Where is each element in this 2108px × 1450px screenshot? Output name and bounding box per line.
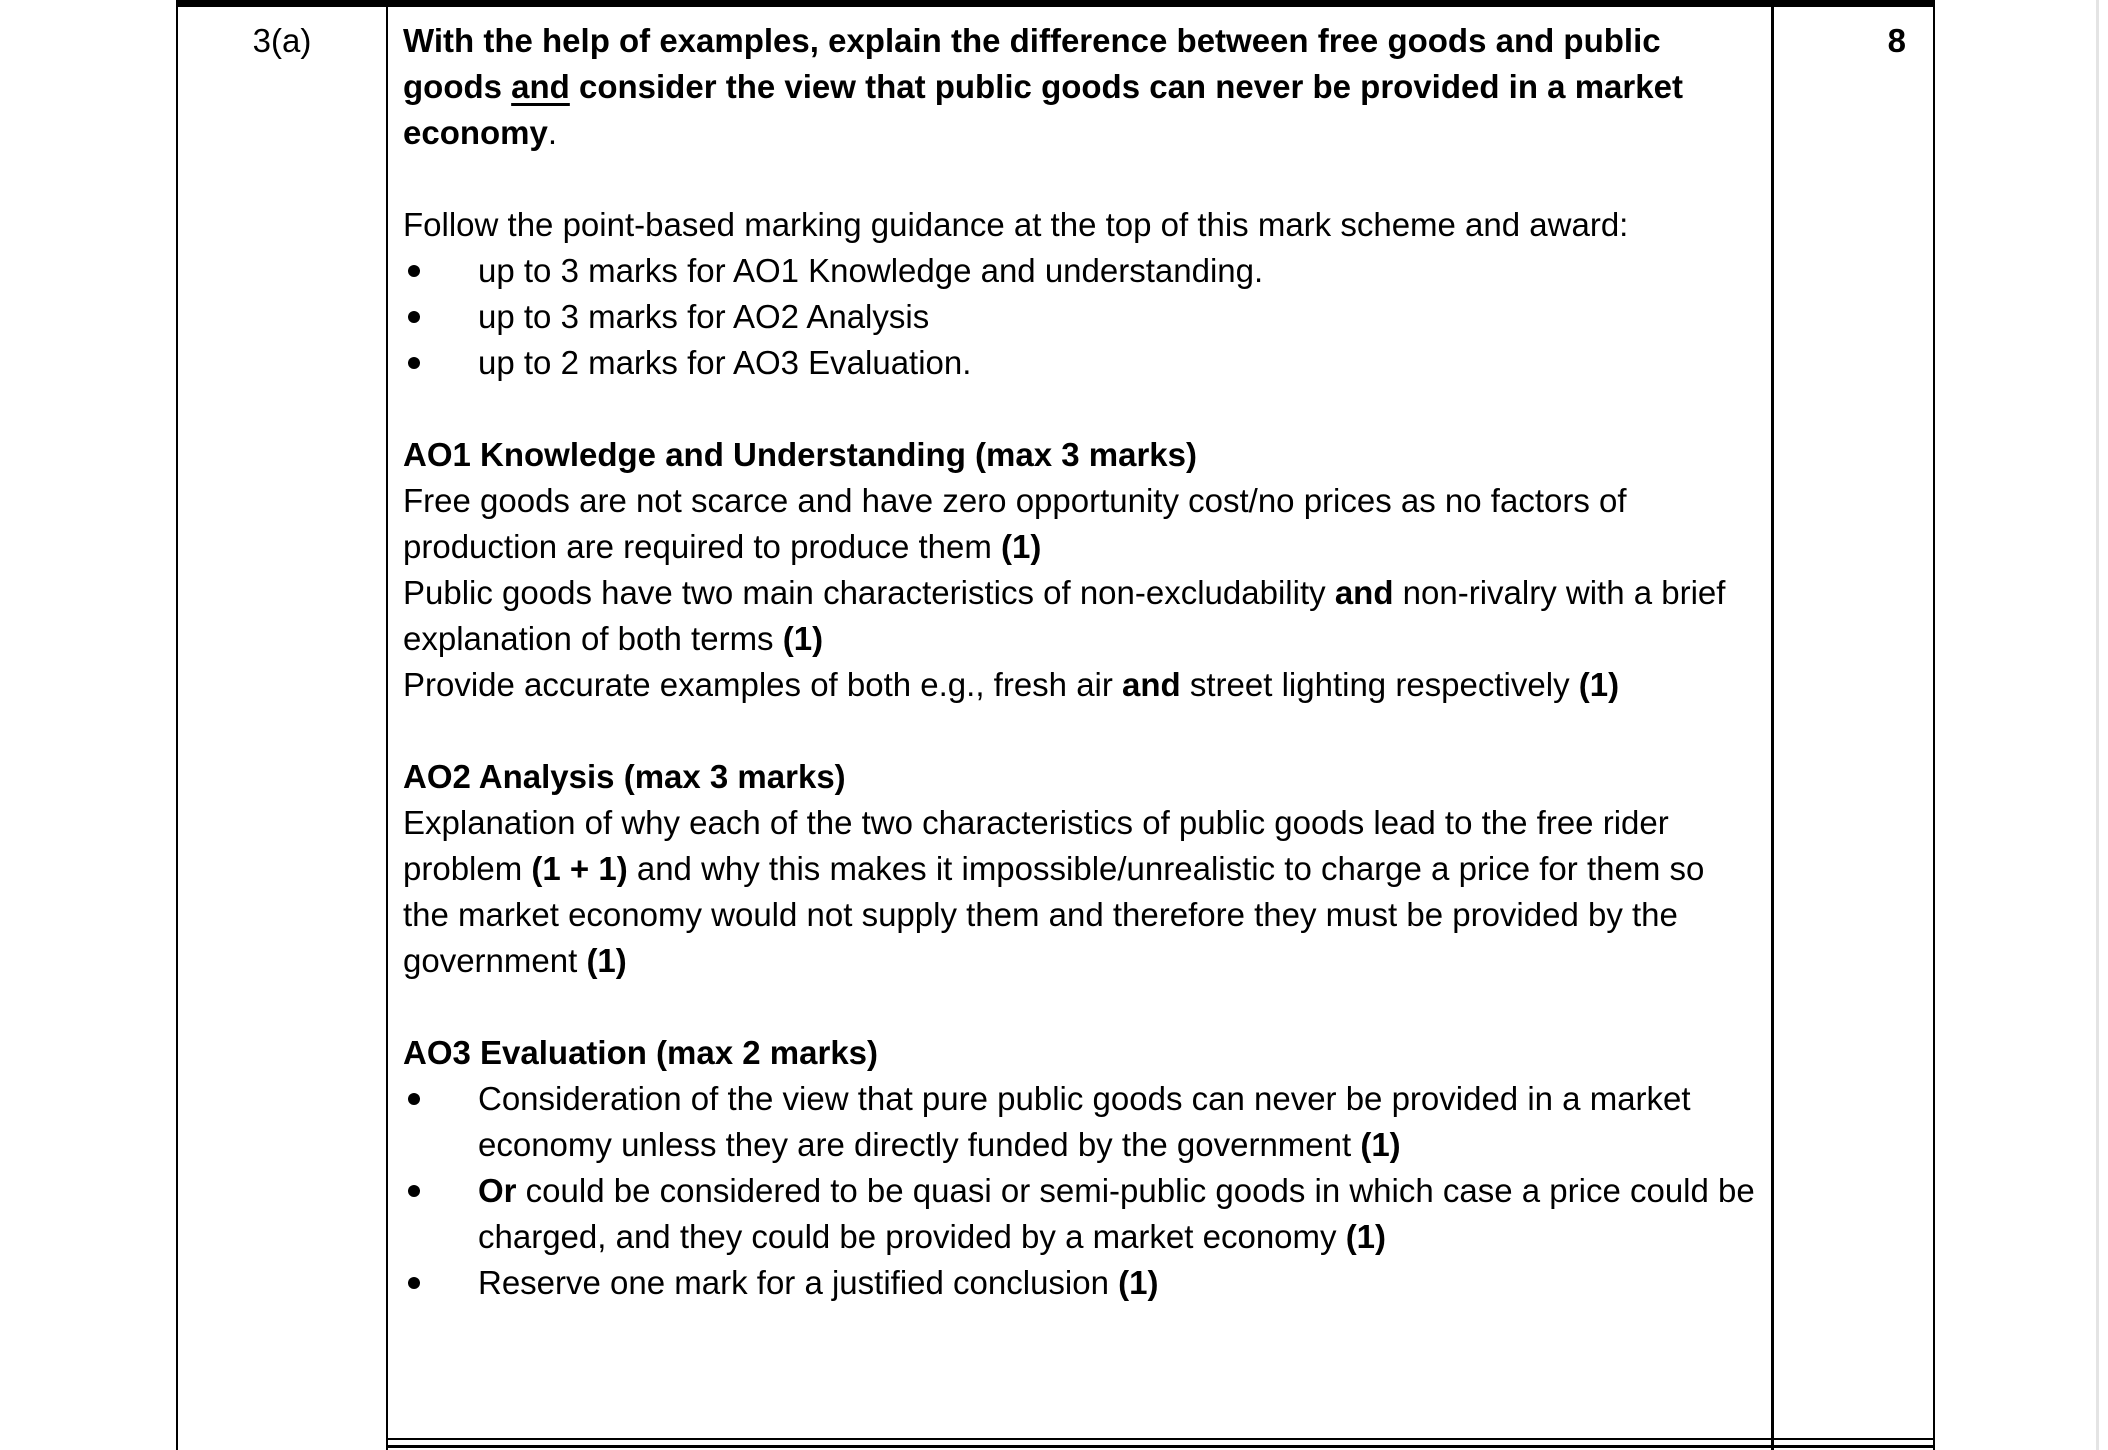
text-segment: (1) — [782, 620, 824, 657]
question-text — [403, 18, 1755, 156]
text-segment: Public goods have two main characteristics of non-excludability — [403, 574, 1335, 611]
text-segment: street lighting respectively — [1180, 666, 1579, 703]
ao3-bullet-text — [478, 1264, 1158, 1301]
award-criteria-list — [403, 248, 1755, 386]
page-edge-line — [2096, 0, 2099, 1450]
text-segment: (1) — [1345, 1218, 1387, 1255]
ao1-heading: AO1 Knowledge and Understanding (max 3 marks) — [403, 436, 1197, 473]
text-segment: and why this makes it impossible/unrealistic to charge a price for them so the market economy would not supply them and therefore they must be provided by the government — [403, 850, 1705, 979]
text-segment: (1 + 1) — [531, 850, 628, 887]
text-segment: Or — [478, 1172, 517, 1209]
text-segment: and — [1122, 666, 1181, 703]
ao3-heading: AO3 Evaluation (max 2 marks) — [403, 1034, 879, 1071]
award-criteria-text: up to 3 marks for AO2 Analysis — [478, 298, 930, 335]
award-criteria-text: up to 3 marks for AO1 Knowledge and understanding. — [478, 252, 1264, 289]
text-segment: . — [547, 114, 558, 151]
list-item — [403, 1168, 1755, 1260]
text-segment: Free goods are not scarce and have zero opportunity cost/no prices as no factors of production are required to produce them — [403, 482, 1627, 565]
list-item — [403, 340, 1755, 386]
text-segment: (1) — [1001, 528, 1042, 565]
next-row-top-border — [388, 1445, 1935, 1448]
list-item — [403, 1260, 1755, 1306]
text-segment: Provide accurate examples of both e.g., fresh air — [403, 666, 1123, 703]
bullet-icon — [408, 265, 420, 277]
ao1-point — [403, 570, 1755, 662]
row-bottom-border — [388, 1438, 1935, 1440]
ao1-point — [403, 662, 1755, 708]
marks-cell — [1774, 0, 1933, 64]
text-segment: consider the view that public goods can never be provided in a market economy — [403, 68, 1683, 151]
answer-marks-divider — [1771, 0, 1774, 1450]
ao1-point — [403, 478, 1755, 570]
question-answer-divider — [386, 0, 388, 1450]
answer-cell — [389, 0, 1769, 1306]
text-segment: (1) — [1578, 666, 1620, 703]
question-number-cell — [178, 0, 386, 64]
award-criteria-text: up to 2 marks for AO3 Evaluation. — [478, 344, 972, 381]
text-segment: (1) — [1118, 1264, 1159, 1301]
ao2-heading: AO2 Analysis (max 3 marks) — [403, 758, 846, 795]
ao3-evaluation-list — [403, 1076, 1755, 1306]
text-segment: and — [511, 68, 570, 105]
text-segment: Explanation of why each of the two characteristics of public goods lead to the free rider problem — [403, 804, 1669, 887]
text-segment: could be considered to be quasi or semi-public goods in which case a price could be charged, and they could be provided by a market economy — [478, 1172, 1755, 1255]
ao3-bullet-text — [478, 1172, 1755, 1255]
ao2-point — [403, 800, 1755, 984]
text-segment: With the help of examples, explain the difference between free goods and public goods — [403, 22, 1661, 105]
ao3-bullet-text — [478, 1080, 1691, 1163]
table-left-border — [176, 0, 178, 1450]
marks-value: 8 — [1887, 22, 1906, 59]
bullet-icon — [408, 1093, 420, 1105]
text-segment: and — [1334, 574, 1394, 611]
table-right-border — [1933, 0, 1935, 1450]
text-segment: (1) — [1360, 1126, 1401, 1163]
list-item — [403, 294, 1755, 340]
text-segment: (1) — [586, 942, 627, 979]
marking-guidance-intro: Follow the point-based marking guidance at the top of this mark scheme and award: — [403, 206, 1629, 243]
question-number: 3(a) — [252, 22, 312, 59]
text-segment: non-rivalry with a brief explanation of both terms — [403, 574, 1726, 657]
bullet-icon — [408, 1277, 420, 1289]
bullet-icon — [408, 311, 420, 323]
text-segment: Consideration of the view that pure public goods can never be provided in a market economy unless they are directly funded by the government — [478, 1080, 1691, 1163]
list-item — [403, 248, 1755, 294]
list-item — [403, 1076, 1755, 1168]
bullet-icon — [408, 1185, 420, 1197]
text-segment: Reserve one mark for a justified conclusion — [478, 1264, 1119, 1301]
bullet-icon — [408, 357, 420, 369]
